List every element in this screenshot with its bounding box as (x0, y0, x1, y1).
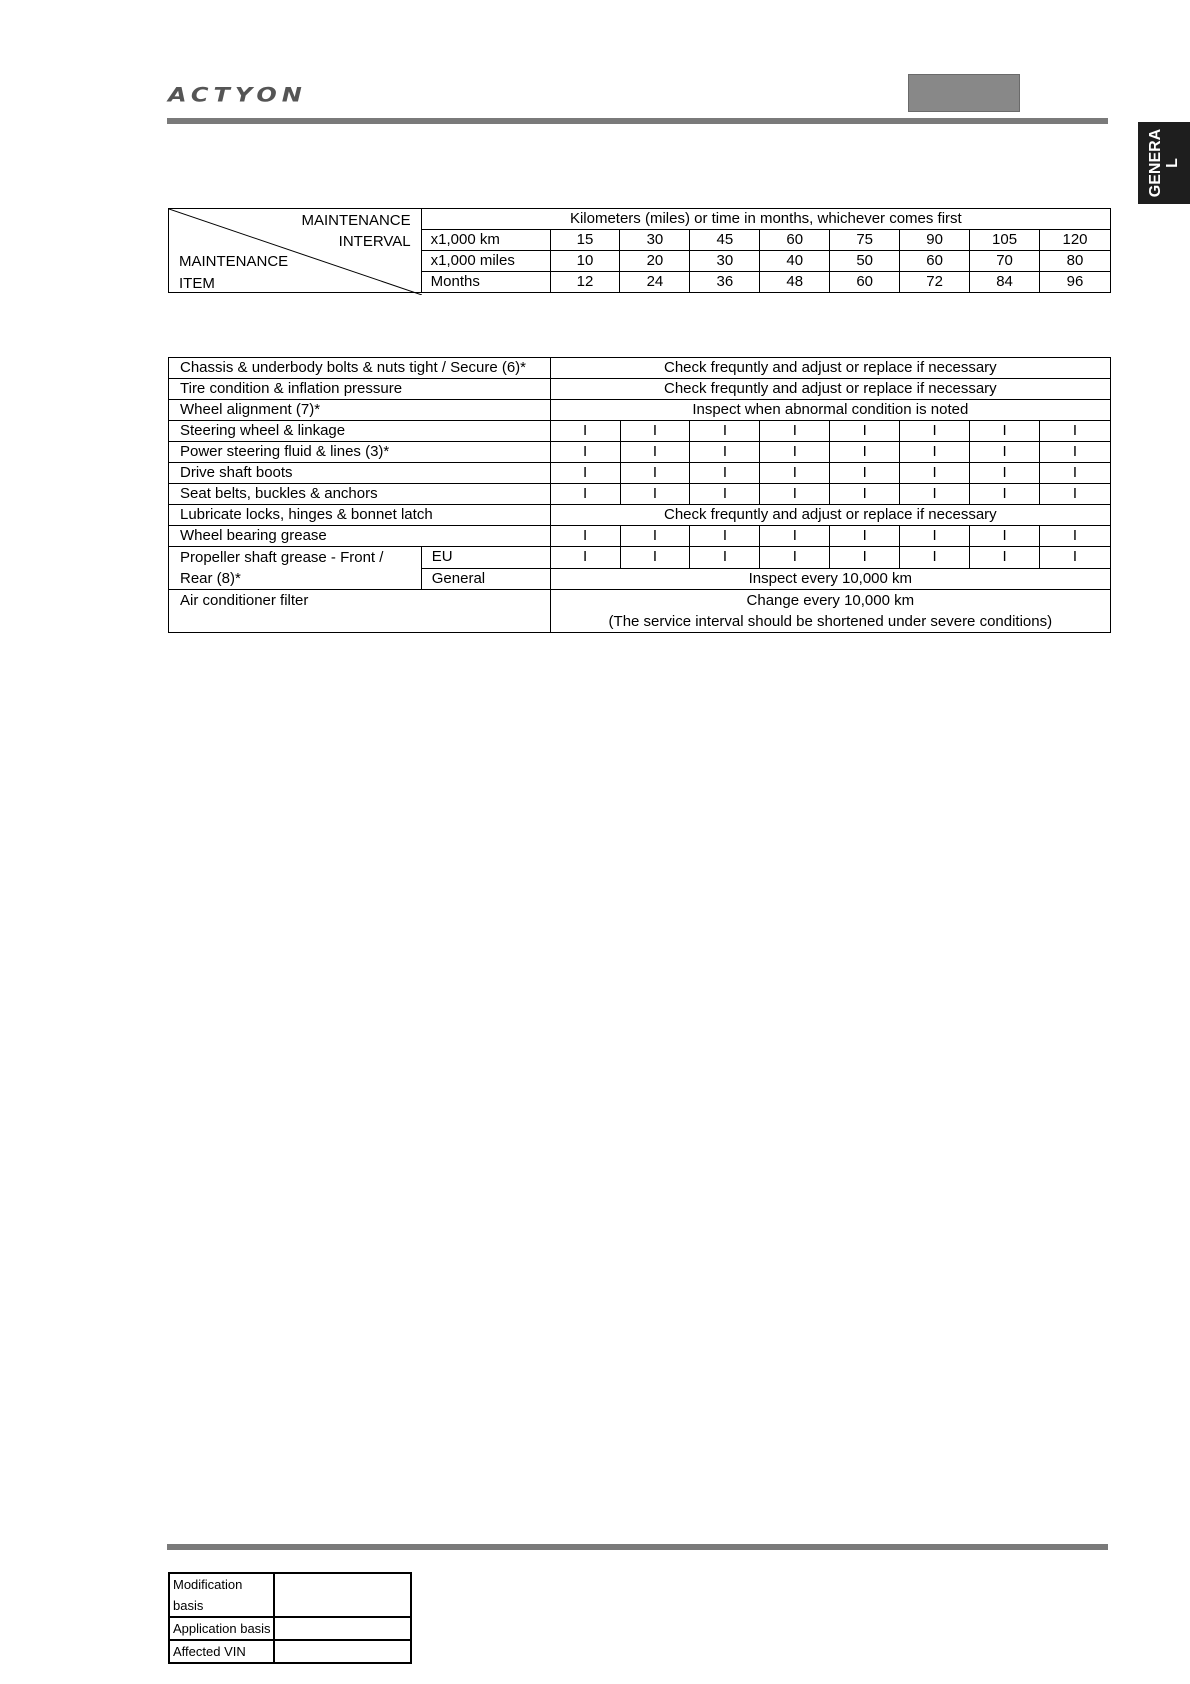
inspect-mark: I (830, 442, 900, 463)
item-label: Wheel bearing grease (169, 526, 551, 547)
corner-item: ITEM (179, 275, 215, 292)
inspect-mark: I (1040, 547, 1111, 569)
air-filter-note-cell (550, 590, 1110, 633)
inspect-mark: I (690, 421, 760, 442)
item-note: Check frequntly and adjust or replace if necessary (550, 379, 1110, 400)
inspect-mark: I (830, 463, 900, 484)
km-value: 120 (1040, 230, 1111, 251)
item-label-line1: Propeller shaft grease - Front / (180, 549, 384, 566)
table-row (169, 358, 1111, 379)
inspect-mark: I (620, 421, 690, 442)
miles-value: 60 (900, 251, 970, 272)
inspect-mark: I (690, 484, 760, 505)
inspect-mark: I (830, 526, 900, 547)
item-label: Lubricate locks, hinges & bonnet latch (169, 505, 551, 526)
inspect-mark: I (690, 463, 760, 484)
item-label: Tire condition & inflation pressure (169, 379, 551, 400)
inspect-mark: I (900, 526, 970, 547)
km-value: 45 (690, 230, 760, 251)
item-note: Check frequntly and adjust or replace if necessary (550, 358, 1110, 379)
inspect-mark: I (900, 442, 970, 463)
inspect-mark: I (550, 484, 620, 505)
miles-value: 50 (830, 251, 900, 272)
section-tab-label: GENERA L (1147, 128, 1182, 198)
inspect-mark: I (550, 421, 620, 442)
propeller-item-cell (169, 547, 422, 590)
corner-interval: INTERVAL (338, 233, 411, 250)
inspect-mark: I (900, 484, 970, 505)
inspect-mark: I (690, 526, 760, 547)
item-label: Air conditioner filter (169, 590, 551, 633)
item-label: Steering wheel & linkage (169, 421, 551, 442)
inspect-mark: I (900, 463, 970, 484)
row-label: Months (421, 272, 550, 293)
item-label: Wheel alignment (7)* (169, 400, 551, 421)
basis-label: Application basis (169, 1617, 274, 1640)
corner-maintenance-top: MAINTENANCE (301, 212, 411, 229)
inspect-mark: I (970, 547, 1040, 569)
basis-value (274, 1617, 411, 1640)
inspect-mark: I (1040, 442, 1111, 463)
inspect-mark: I (690, 442, 760, 463)
inspect-mark: I (550, 442, 620, 463)
inspect-mark: I (970, 442, 1040, 463)
table-row (169, 547, 1111, 569)
row-label: x1,000 km (421, 230, 550, 251)
inspect-mark: I (760, 421, 830, 442)
item-note: Check frequntly and adjust or replace if necessary (550, 505, 1110, 526)
inspect-mark: I (760, 442, 830, 463)
months-value: 60 (830, 272, 900, 293)
inspect-mark: I (830, 547, 900, 569)
inspect-mark: I (760, 547, 830, 569)
interval-corner-cell (169, 209, 422, 293)
inspect-mark: I (1040, 526, 1111, 547)
inspect-mark: I (550, 547, 620, 569)
months-value: 84 (970, 272, 1040, 293)
km-value: 30 (620, 230, 690, 251)
header-rule (167, 118, 1108, 124)
inspect-mark: I (760, 484, 830, 505)
months-value: 48 (760, 272, 830, 293)
months-value: 12 (550, 272, 620, 293)
basis-label: Affected VIN (169, 1640, 274, 1663)
months-value: 24 (620, 272, 690, 293)
sub-label-eu: EU (421, 547, 550, 569)
inspect-mark: I (550, 526, 620, 547)
inspect-mark: I (1040, 484, 1111, 505)
miles-value: 10 (550, 251, 620, 272)
corner-maintenance-bottom: MAINTENANCE (179, 253, 289, 270)
table-row (169, 442, 1111, 463)
miles-value: 80 (1040, 251, 1111, 272)
page-marker-box (908, 74, 1020, 112)
inspect-mark: I (550, 463, 620, 484)
months-value: 96 (1040, 272, 1111, 293)
basis-value (274, 1573, 411, 1617)
interval-title: Kilometers (miles) or time in months, whichever comes first (421, 209, 1110, 230)
inspect-mark: I (620, 442, 690, 463)
miles-value: 30 (690, 251, 760, 272)
basis-label: Modification basis (169, 1573, 274, 1617)
km-value: 75 (830, 230, 900, 251)
inspect-mark: I (620, 484, 690, 505)
inspect-mark: I (970, 484, 1040, 505)
miles-value: 20 (620, 251, 690, 272)
basis-value (274, 1640, 411, 1663)
section-tab (1138, 122, 1190, 204)
inspect-mark: I (620, 526, 690, 547)
row-label: x1,000 miles (421, 251, 550, 272)
basis-table (168, 1572, 412, 1664)
table-row (169, 379, 1111, 400)
inspect-mark: I (760, 463, 830, 484)
inspect-mark: I (970, 526, 1040, 547)
inspect-mark: I (900, 421, 970, 442)
item-label-line2: Rear (8)* (180, 570, 241, 587)
maintenance-items-table (168, 357, 1111, 633)
km-value: 15 (550, 230, 620, 251)
basis-row (169, 1573, 411, 1617)
item-note-line2: (The service interval should be shortened under severe conditions) (608, 613, 1053, 630)
inspect-mark: I (620, 463, 690, 484)
km-value: 60 (760, 230, 830, 251)
inspect-mark: I (690, 547, 760, 569)
basis-row (169, 1617, 411, 1640)
months-value: 36 (690, 272, 760, 293)
interval-table (168, 208, 1111, 293)
item-note: Inspect every 10,000 km (550, 568, 1110, 590)
table-row (169, 590, 1111, 633)
inspect-mark: I (620, 547, 690, 569)
item-label: Drive shaft boots (169, 463, 551, 484)
miles-value: 70 (970, 251, 1040, 272)
inspect-mark: I (970, 421, 1040, 442)
table-row (169, 526, 1111, 547)
inspect-mark: I (830, 421, 900, 442)
inspect-mark: I (970, 463, 1040, 484)
miles-value: 40 (760, 251, 830, 272)
table-row (169, 400, 1111, 421)
inspect-mark: I (830, 484, 900, 505)
item-label: Seat belts, buckles & anchors (169, 484, 551, 505)
item-label: Chassis & underbody bolts & nuts tight / Secure (6)* (169, 358, 551, 379)
km-value: 90 (900, 230, 970, 251)
km-value: 105 (970, 230, 1040, 251)
brand-logo: ACTYON (168, 84, 307, 107)
item-note-line1: Change every 10,000 km (746, 592, 915, 609)
inspect-mark: I (1040, 463, 1111, 484)
inspect-mark: I (900, 547, 970, 569)
inspect-mark: I (760, 526, 830, 547)
item-note: Inspect when abnormal condition is noted (550, 400, 1110, 421)
footer-rule (167, 1544, 1108, 1550)
basis-row (169, 1640, 411, 1663)
table-row (169, 484, 1111, 505)
months-value: 72 (900, 272, 970, 293)
table-row (169, 505, 1111, 526)
table-row (169, 463, 1111, 484)
sub-label-general: General (421, 568, 550, 590)
item-label: Power steering fluid & lines (3)* (169, 442, 551, 463)
inspect-mark: I (1040, 421, 1111, 442)
table-row (169, 421, 1111, 442)
